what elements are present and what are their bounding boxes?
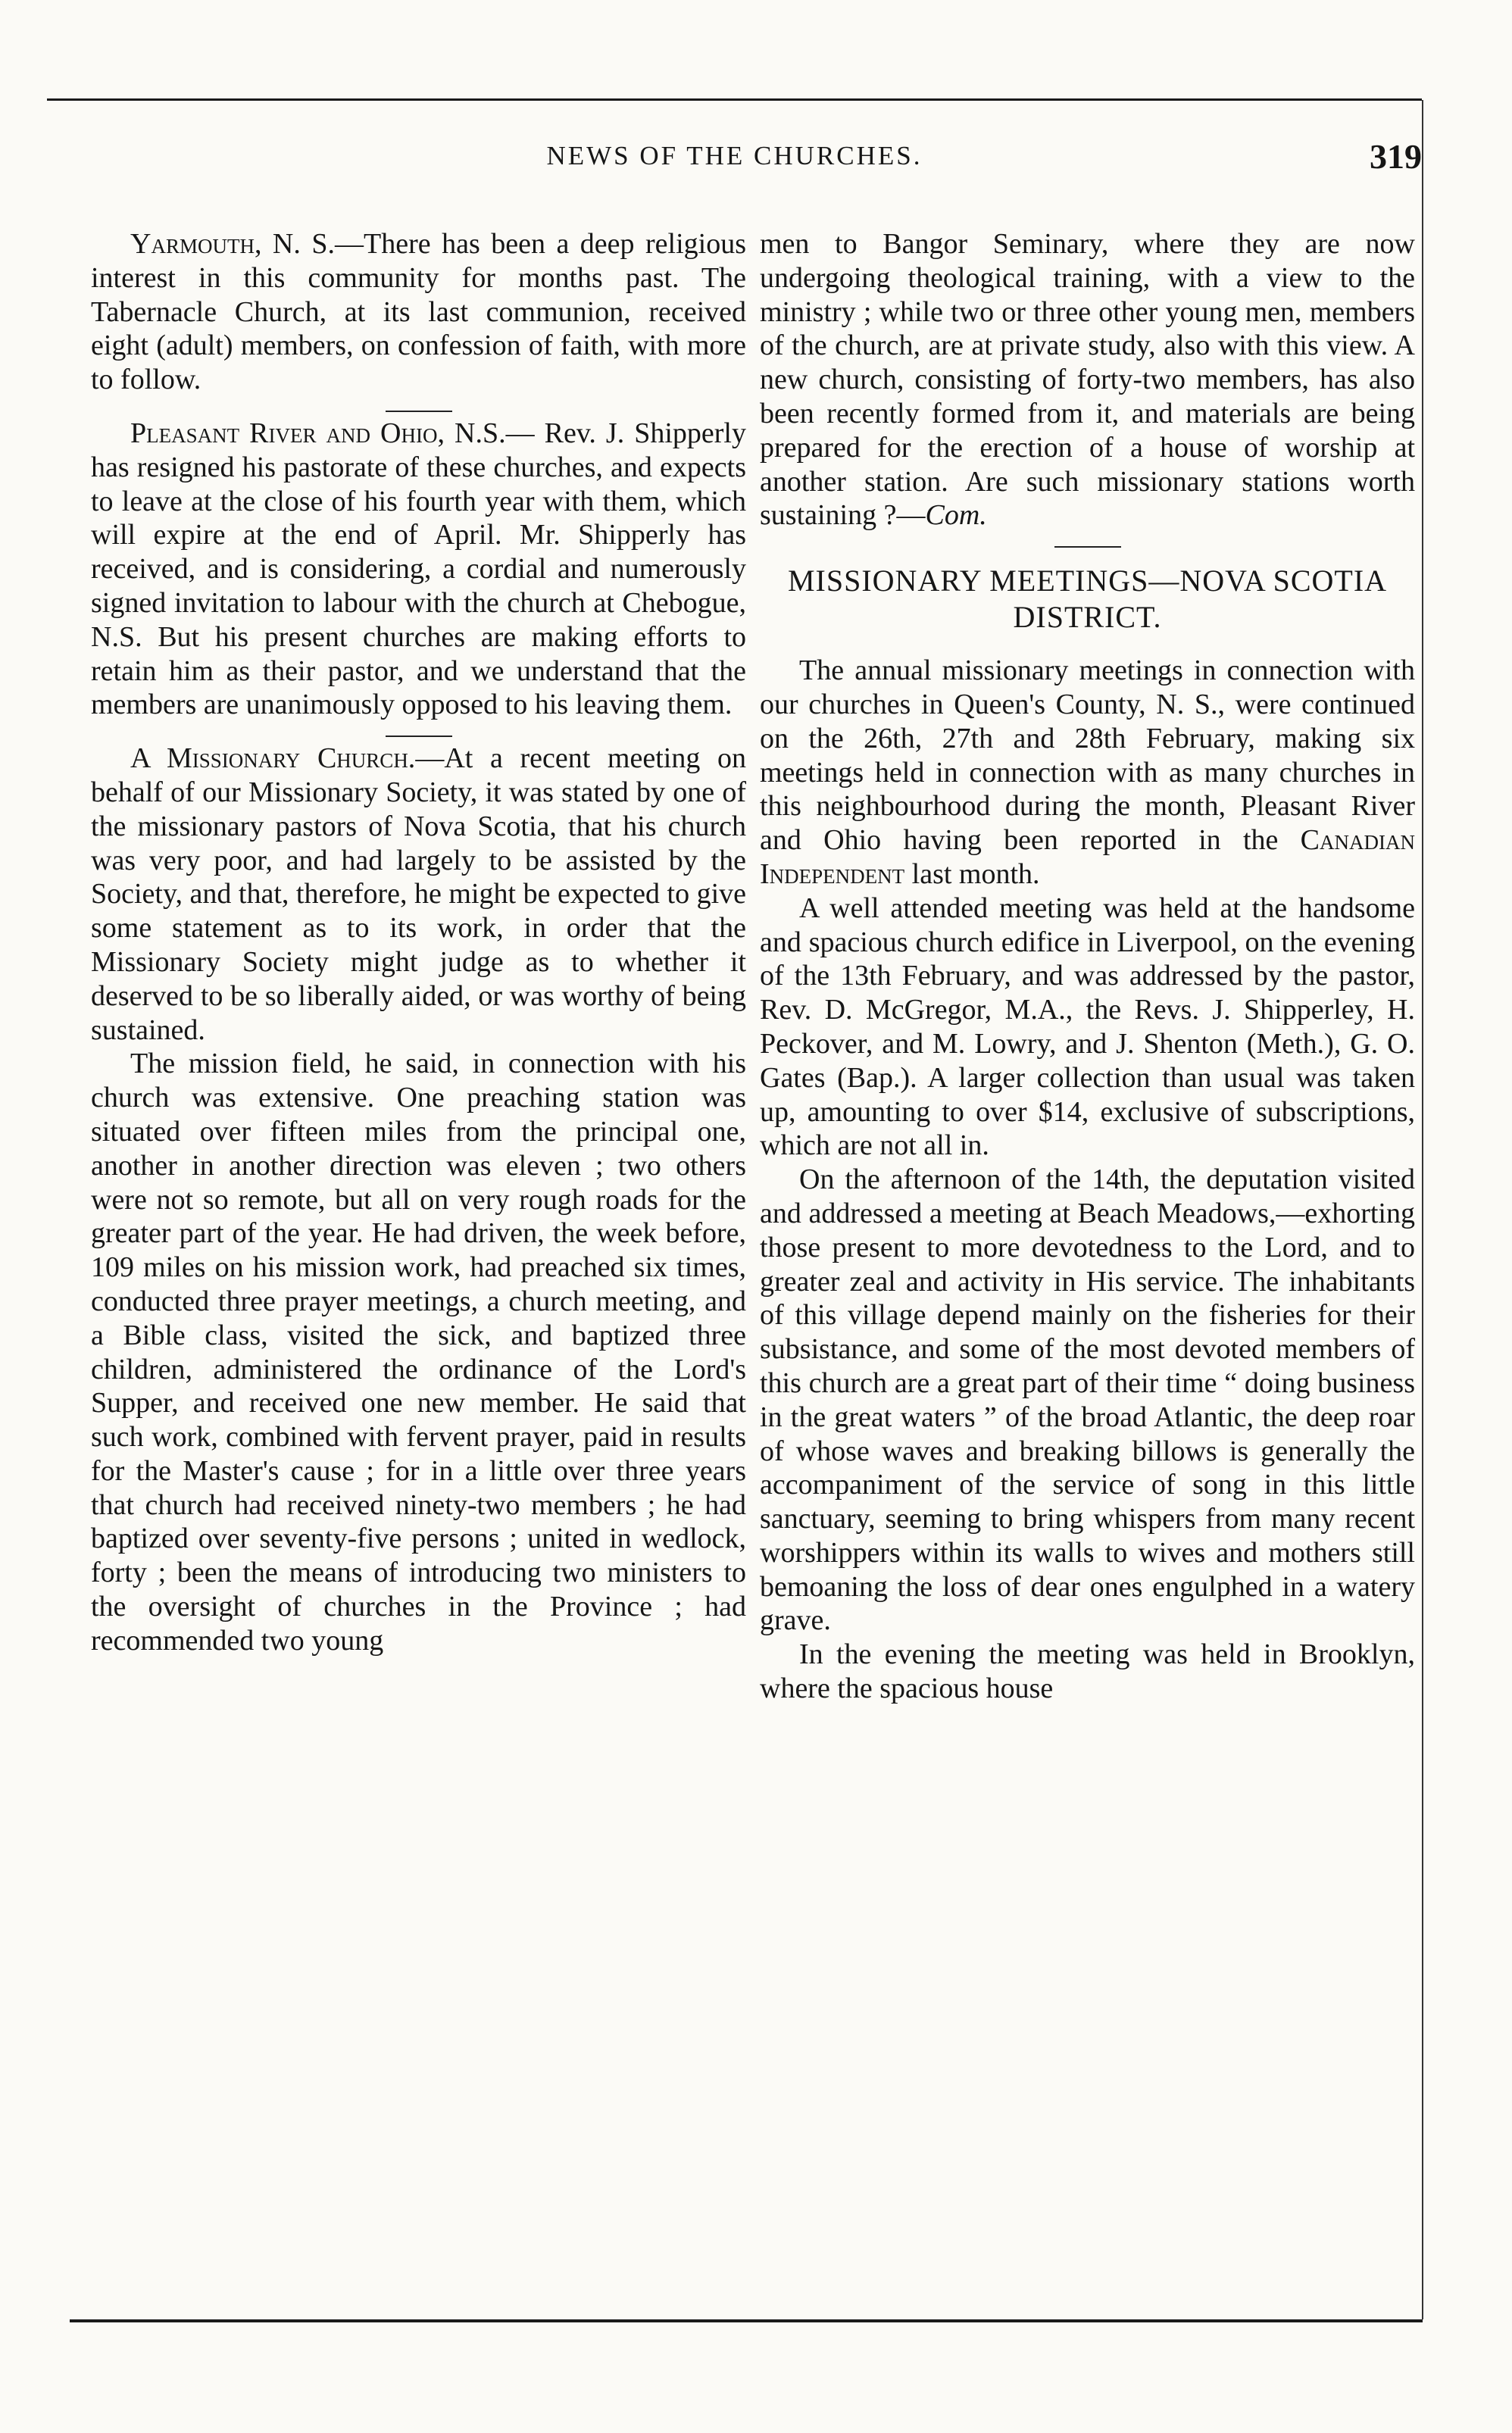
- paragraph-text: last month.: [904, 857, 1040, 890]
- signature: Com.: [925, 499, 987, 532]
- paragraph: The mission field, he said, in connection with his church was extensive. One preaching station was situated over fifteen miles from the principal one, another in another direction was eleven ; two others were not so remote, but all on very rough roads for the greater part of the year. He had driven, the week before, 109 miles on his mission work, had preached six times, conducted three prayer meetings, a church meeting, and a Bible class, visited the sick, and baptized three children, administered the ordinance of the Lord's Supper, and received one new member. He said that such work, combined with fervent prayer, paid in results for the Master's cause ; for in a little over three years that church had received ninety-two members ; he had baptized over seventy-five persons ; united in wedlock, forty ; been the means of introducing two ministers to the oversight of churches in the Province ; had recommended two young: [91, 1048, 746, 1657]
- paragraph: In the evening the meeting was held in Brooklyn, where the spacious house: [760, 1638, 1415, 1705]
- article-missionary-church: [91, 742, 746, 1047]
- paragraph-text: men to Bangor Seminary, where they are now undergoing theological training, with a view to the ministry ; while two or three other young men, members of the church, are at private study, also with this view. A new church, consisting of forty-two members, has also been recently formed from it, and materials are being prepared for the erection of a house of worship at another station. Are such missionary stations worth sustaining ?—: [760, 228, 1415, 532]
- right-column: [760, 227, 1415, 1706]
- journal-name: Canadian Independent: [760, 824, 1415, 890]
- article-title: A Missionary Church.: [130, 742, 416, 775]
- page-number: 319: [1370, 137, 1422, 176]
- left-column: [91, 227, 746, 1658]
- section-separator: [386, 411, 452, 412]
- article-pleasant-river: [91, 417, 746, 722]
- running-head: NEWS OF THE CHURCHES.: [546, 141, 923, 170]
- section-heading: MISSIONARY MEETINGS—NOVA SCOTIA DISTRICT.: [787, 564, 1388, 635]
- section-separator: [386, 736, 452, 737]
- article-yarmouth: [91, 227, 746, 397]
- paragraph: A well attended meeting was held at the handsome and spacious church edifice in Liverpool, on the evening of the 13th February, and was addressed by the pastor, Rev. D. McGregor, M.A., the Revs. J. Shipperley, H. Peckover, and M. Lowry, and J. Shenton (Meth.), G. O. Gates (Bap.). A larger collection than usual was taken up, amounting to over $14, exclusive of subscriptions, which are not all in.: [760, 892, 1415, 1162]
- article-body: — Rev. J. Shipperly has resigned his pastorate of these churches, and expects to leave at the close of his fourth year with them, which will expire at the end of April. Mr. Shipperly has received, and is considering, a cordial and numerously signed invitation to labour with the church at Chebogue, N.S. But his present churches are making efforts to retain him as their pastor, and we understand that the members are unanimously opposed to his leaving them.: [91, 417, 746, 721]
- right-border-rule: [1422, 100, 1423, 2319]
- section-separator: [1054, 546, 1121, 548]
- article-body: —There has been a deep religious interest in this community for months past. The Tabernacle Church, at its last communion, received eight (adult) members, on confession of faith, with more to follow.: [91, 228, 746, 396]
- bottom-rule: [70, 2319, 1423, 2322]
- paragraph: [760, 654, 1415, 892]
- article-title: Pleasant River and Ohio, N.S.: [130, 417, 506, 449]
- article-continuation: [760, 227, 1415, 533]
- page-header: [47, 136, 1422, 182]
- paragraph: On the afternoon of the 14th, the deputation visited and addressed a meeting at Beach Meadows,—exhorting those present to more devotedness to the Lord, and to greater zeal and activity in His service. The inhabitants of this village depend mainly on the fisheries for their subsistance, and some of the most devoted members of this church are a great part of their time “ doing business in the great waters ” of the broad Atlantic, the deep roar of whose waves and breaking billows is generally the accompaniment of the service of song in this little sanctuary, seeming to bring whispers from many recent worshippers within its walls to wives and mothers still bemoaning the loss of dear ones engulphed in a watery grave.: [760, 1163, 1415, 1637]
- top-rule: [47, 98, 1422, 101]
- article-title: Yarmouth, N. S.: [130, 228, 335, 260]
- article-body: —At a recent meeting on behalf of our Missionary Society, it was stated by one of the missionary pastors of Nova Scotia, that his church was very poor, and had largely to be assisted by the Society, and that, therefore, he might be expected to give some statement as to its work, in order that the Missionary Society might judge as to whether it deserved to be so liberally aided, or was worthy of being sustained.: [91, 742, 746, 1046]
- paragraph-text: The annual missionary meetings in connection with our churches in Queen's County, N. S., were continued on the 26th, 27th and 28th February, making six meetings held in connection with as many churches in this neighbourhood during the month, Pleasant River and Ohio having been reported in the: [760, 654, 1415, 857]
